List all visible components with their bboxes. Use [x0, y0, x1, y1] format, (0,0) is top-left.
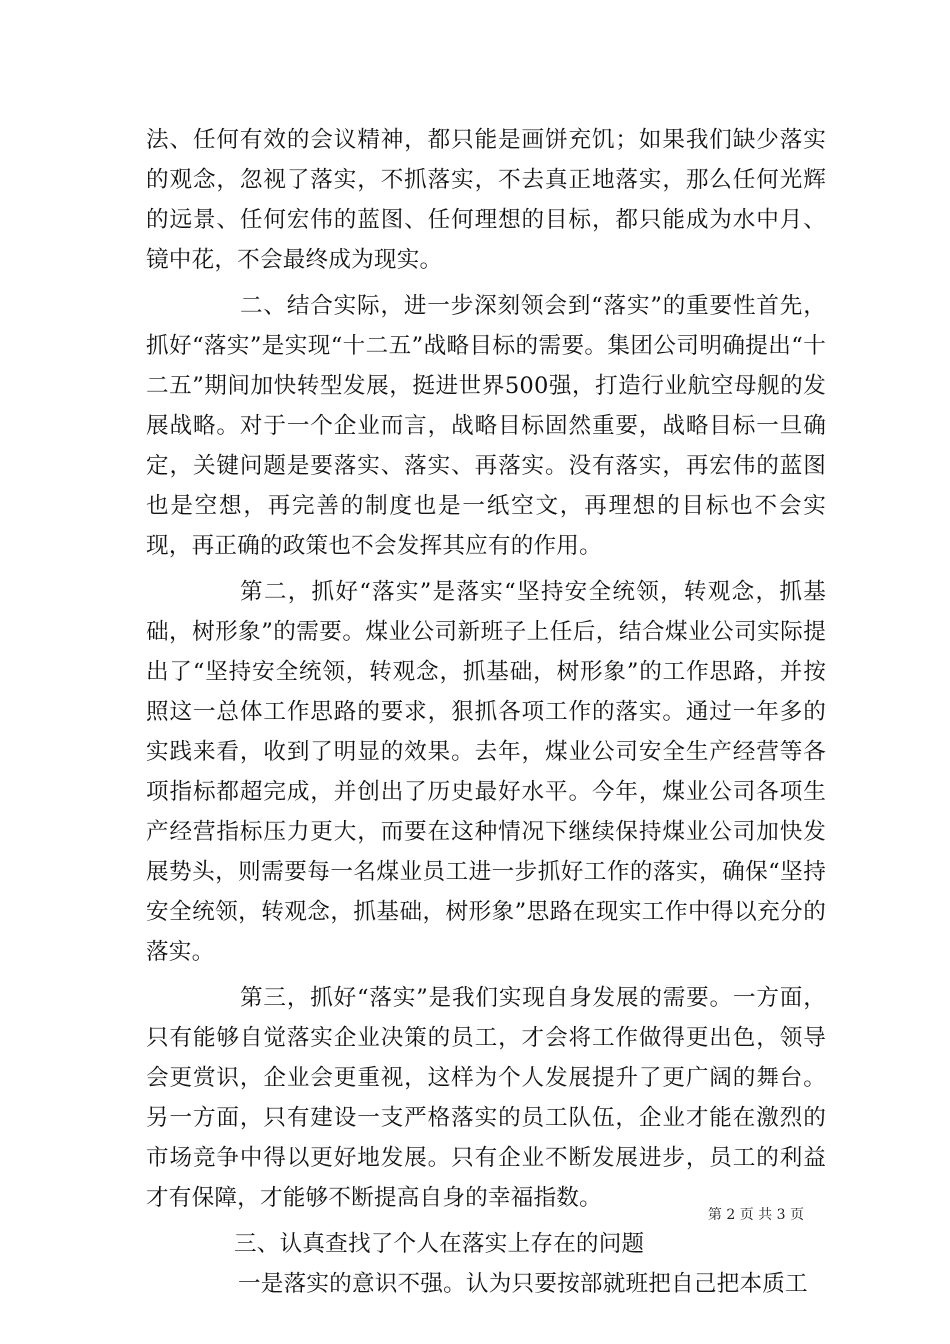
section-three-heading: 三、认真查找了个人在落实上存在的问题	[234, 1231, 645, 1257]
paragraph-issue-one: 一是落实的意识不强。认为只要按部就班把自己把本质工	[238, 1271, 808, 1297]
paragraph-section-two: 二、结合实际，进一步深刻领会到“落实”的重要性首先，抓好“落实”是实现“十二五”战略目标的需要。集团公司明确提出“十二五”期间加快转型发展，挺进世界500强，打造行业航空母舰的发展战略。对于一个企业而言，战略目标固然重要，战略目标一旦确定，关键问题是要落实、落实、再落实。没有落实，再宏伟的蓝图也是空想，再完善的制度也是一纸空文，再理想的目标也不会实现，再正确的政策也不会发挥其应有的作用。	[146, 293, 826, 559]
document-body	[146, 120, 826, 1310]
paragraph-second-point: 第二，抓好“落实”是落实“坚持安全统领，转观念，抓基础，树形象”的需要。煤业公司新班子上任后，结合煤业公司实际提出了“坚持安全统领，转观念，抓基础，树形象”的工作思路，并按照这一总体工作思路的要求，狠抓各项工作的落实。通过一年多的实践来看，收到了明显的效果。去年，煤业公司安全生产经营等各项指标都超完成，并创出了历史最好水平。今年，煤业公司各项生产经营指标压力更大，而要在这种情况下继续保持煤业公司加快发展势头，则需要每一名煤业员工进一步抓好工作的落实，确保“坚持安全统领，转观念，抓基础，树形象”思路在现实工作中得以充分的落实。	[146, 579, 826, 965]
paragraph-third-point: 第三，抓好“落实”是我们实现自身发展的需要。一方面，只有能够自觉落实企业决策的员工，才会将工作做得更出色，领导会更赏识，企业会更重视，这样为个人发展提升了更广阔的舞台。另一方面，只有建设一支严格落实的员工队伍，企业才能在激烈的市场竞争中得以更好地发展。只有企业不断发展进步，员工的利益才有保障，才能够不断提高自身的幸福指数。	[146, 985, 826, 1211]
paragraph-continuation: 法、任何有效的会议精神，都只能是画饼充饥；如果我们缺少落实的观念，忽视了落实，不抓落实，不去真正地落实，那么任何光辉的远景、任何宏伟的蓝图、任何理想的目标，都只能成为水中月、镜中花，不会最终成为现实。	[146, 127, 826, 273]
page-number-footer: 第 2 页 共 3 页	[707, 1207, 804, 1223]
